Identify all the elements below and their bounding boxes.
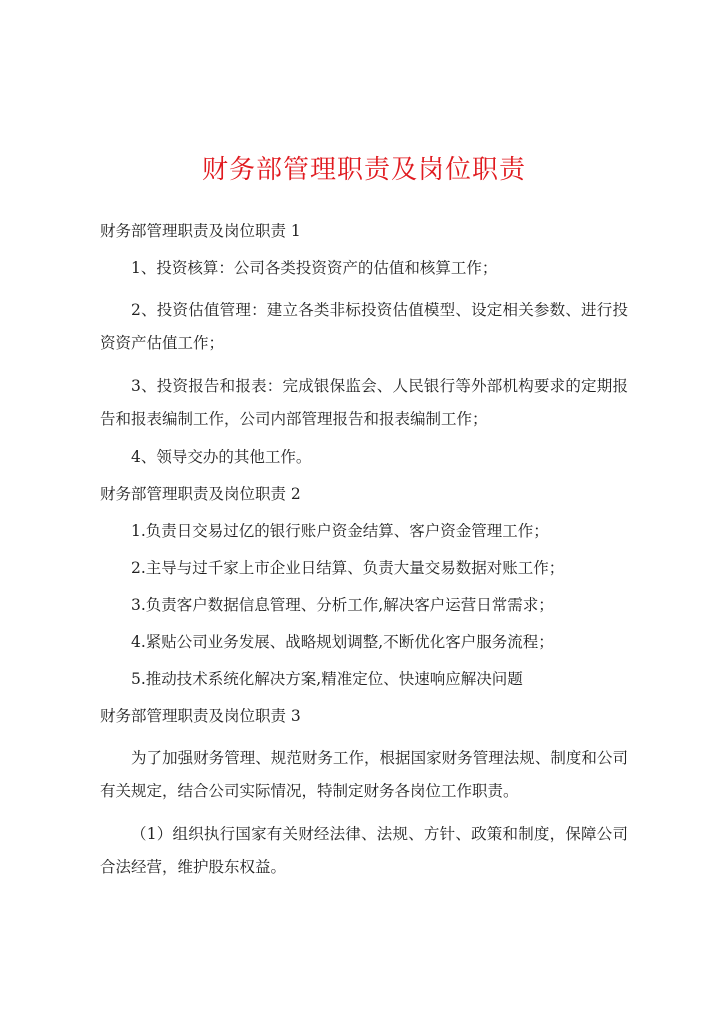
section-2-item-4: 4.紧贴公司业务发展、战略规划调整,不断优化客户服务流程； (131, 633, 554, 651)
section-2-heading: 财务部管理职责及岗位职责 2 (100, 485, 301, 503)
document-title: 财务部管理职责及岗位职责 (201, 155, 526, 185)
section-2-item-2: 2.主导与过千家上市企业日结算、负责大量交易数据对账工作； (131, 559, 565, 577)
section-1-heading: 财务部管理职责及岗位职责 1 (100, 222, 301, 240)
section-2-item-5: 5.推动技术系统化解决方案,精准定位、快速响应解决问题 (131, 670, 523, 688)
section-3-item-1: 为了加强财务管理、规范财务工作，根据国家财务管理法规、制度和公司有关规定，结合公司实际情况，特制定财务各岗位工作职责。 (100, 749, 628, 800)
section-1-item-3: 3、投资报告和报表：完成银保监会、人民银行等外部机构要求的定期报告和报表编制工作，公司内部管理报告和报表编制工作； (100, 377, 628, 428)
section-2-item-3: 3.负责客户数据信息管理、分析工作,解决客户运营日常需求； (131, 596, 554, 614)
section-3-heading: 财务部管理职责及岗位职责 3 (100, 707, 301, 725)
section-1-item-4: 4、领导交办的其他工作。 (131, 448, 312, 466)
section-1-item-2: 2、投资估值管理：建立各类非标投资估值模型、设定相关参数、进行投资资产估值工作； (100, 301, 628, 352)
document-body (100, 220, 628, 884)
section-1-item-1: 1、投资核算：公司各类投资资产的估值和核算工作； (131, 259, 498, 277)
section-2-item-1: 1.负责日交易过亿的银行账户资金结算、客户资金管理工作； (131, 522, 549, 540)
section-3-item-2: （1）组织执行国家有关财经法律、法规、方针、政策和制度，保障公司合法经营，维护股东权益。 (100, 825, 628, 876)
